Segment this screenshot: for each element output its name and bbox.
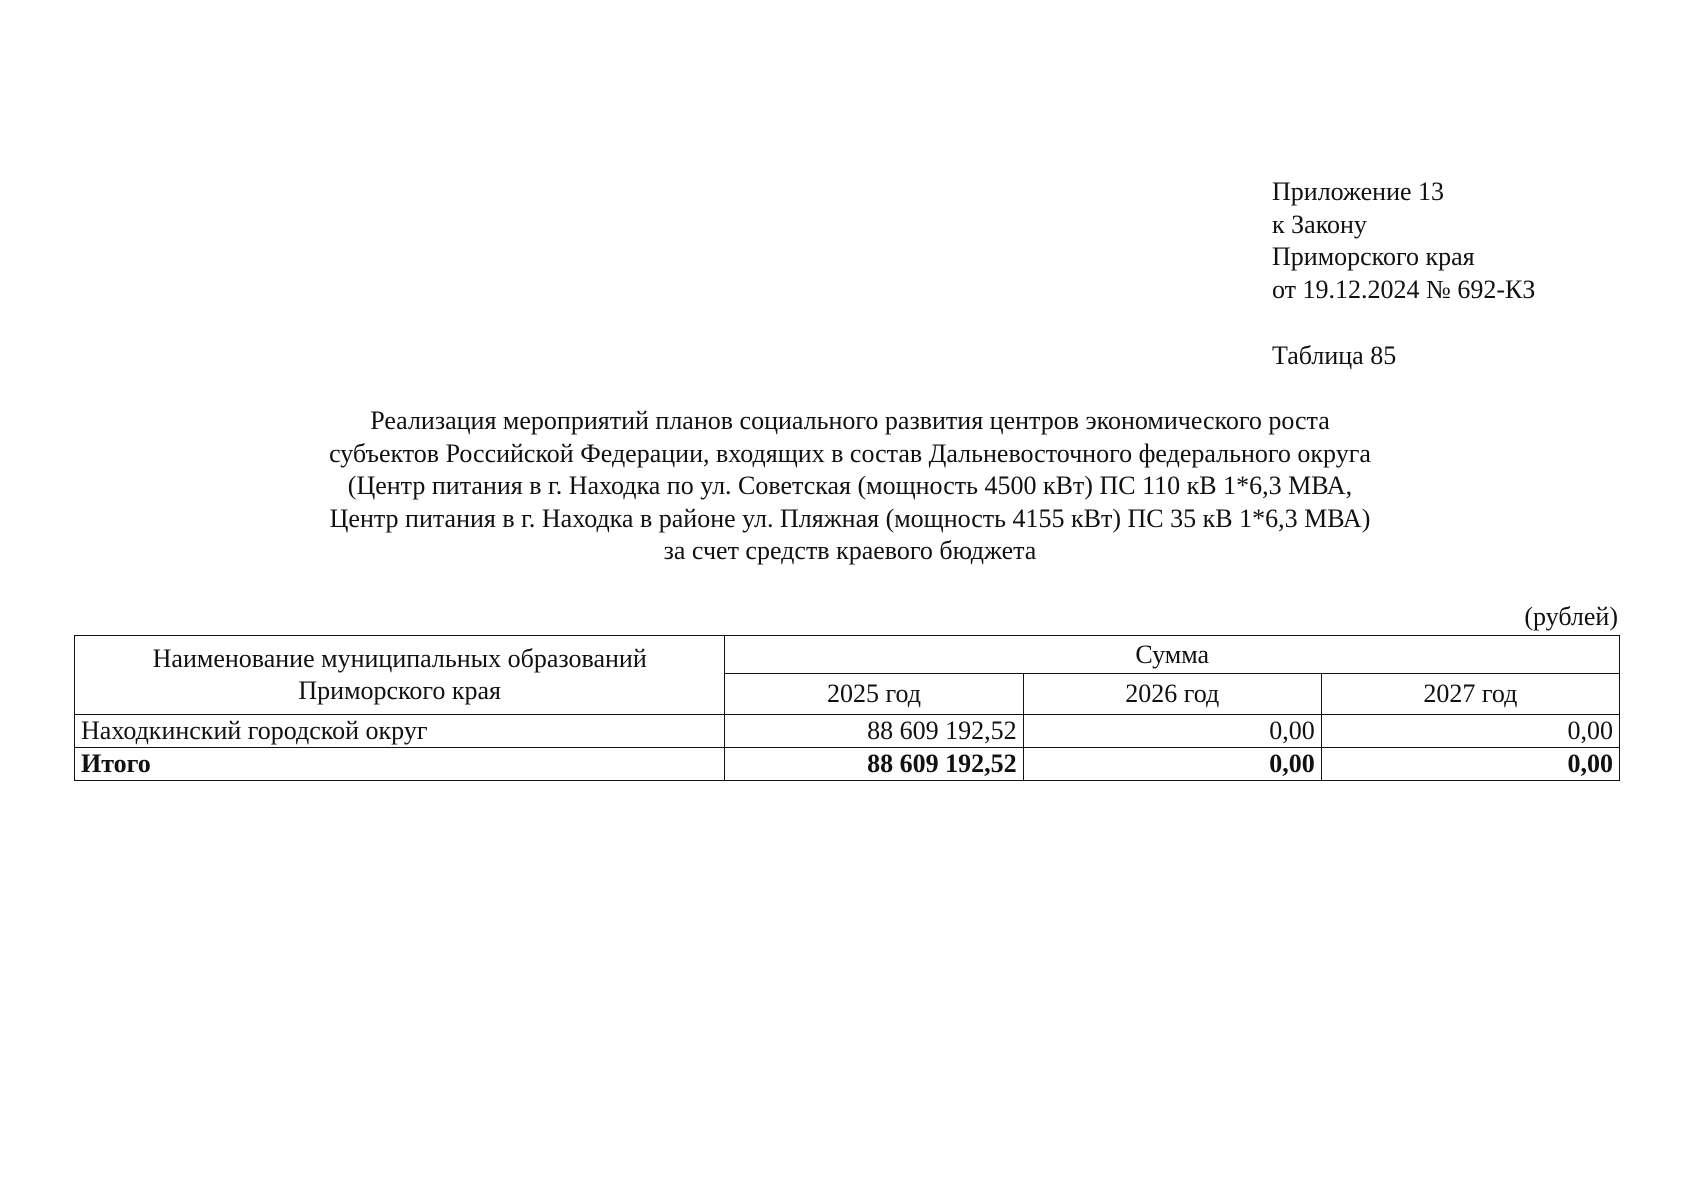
header-year-2025: 2025 год <box>725 674 1023 715</box>
appendix-reference <box>1272 176 1535 306</box>
table-total-row <box>75 748 1620 781</box>
table-number: Таблица 85 <box>1272 341 1397 370</box>
appendix-line: Приморского края <box>1272 242 1475 271</box>
total-value-2025: 88 609 192,52 <box>725 748 1023 781</box>
budget-table <box>74 635 1620 781</box>
appendix-line: от 19.12.2024 № 692-КЗ <box>1272 274 1536 304</box>
header-year-2027: 2027 год <box>1321 674 1619 715</box>
header-name-line: Приморского края <box>298 676 502 705</box>
row-municipality: Находкинский городской округ <box>75 715 725 748</box>
header-year-2026: 2026 год <box>1023 674 1321 715</box>
title-line: Центр питания в г. Находка в районе ул. Пляжная (мощность 4155 кВт) ПС 35 кВ 1*6,3 МВА) <box>329 503 1371 533</box>
row-value-2027: 0,00 <box>1321 715 1619 748</box>
title-line: субъектов Российской Федерации, входящих в состав Дальневосточного федерального округа <box>329 438 1371 468</box>
document-title <box>200 405 1500 568</box>
header-municipality <box>75 636 725 715</box>
table-row <box>75 715 1620 748</box>
header-name-line: Наименование муниципальных образований <box>152 644 647 673</box>
title-line: за счет средств краевого бюджета <box>663 536 1037 565</box>
total-label: Итого <box>75 748 725 781</box>
row-value-2026: 0,00 <box>1023 715 1321 748</box>
row-value-2025: 88 609 192,52 <box>725 715 1023 748</box>
header-sum: Сумма <box>725 636 1620 674</box>
appendix-line: Приложение 13 <box>1272 177 1445 206</box>
table-header-row <box>75 636 1620 674</box>
units-label: (рублей) <box>1524 602 1618 631</box>
total-value-2026: 0,00 <box>1023 748 1321 781</box>
appendix-line: к Закону <box>1272 209 1367 239</box>
title-line: Реализация мероприятий планов социального развития центров экономического роста <box>370 406 1330 435</box>
title-line: (Центр питания в г. Находка по ул. Советская (мощность 4500 кВт) ПС 110 кВ 1*6,3 МВА, <box>347 471 1353 500</box>
total-value-2027: 0,00 <box>1321 748 1619 781</box>
